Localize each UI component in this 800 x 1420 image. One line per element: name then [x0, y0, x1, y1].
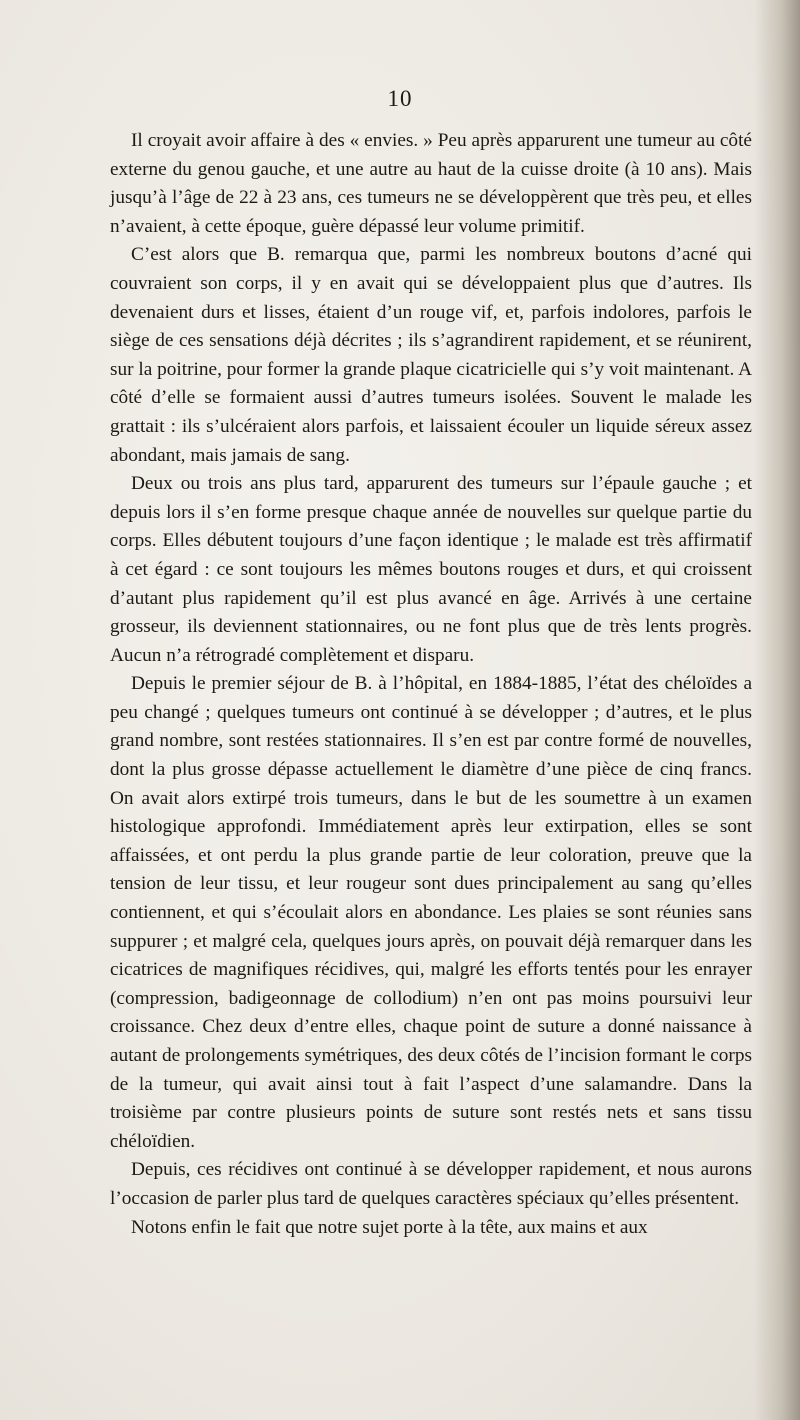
paragraph-6: Notons enfin le fait que notre sujet porte à la tête, aux mains et aux: [131, 1216, 648, 1238]
paragraph-2: C’est alors que B. remarqua que, parmi les nombreux boutons d’acné qui couvraient son corps, il y en avait qui se développaient plus que d’autres. Ils devenaient durs et lisses, étaient d’un rouge vif, et, parfois indolores, parfois le siège de ces sensations déjà décrites ; ils s’agrandirent rapidement, et se réunirent, sur la poitrine, pour former la grande plaque cicatricielle qui s’y voit maintenant. A côté d’elle se formaient aussi d’autres tumeurs isolées. Souvent le malade les grattait : ils s’ulcéraient alors parfois, et laissaient écouler un liquide séreux assez abondant, mais jamais de sang.: [110, 244, 752, 466]
page-number: 10: [387, 86, 413, 111]
page-edge-shadow: [754, 0, 800, 1420]
paragraph-4: Depuis le premier séjour de B. à l’hôpital, en 1884-1885, l’état des chéloïdes a peu changé ; quelques tumeurs ont continué à se développer ; d’autres, et le plus grand nombre, sont restées stationnaires. Il s’en est par contre formé de nouvelles, dont la plus grosse dépasse actuellement le diamètre d’une pièce de cinq francs. On avait alors extirpé trois tumeurs, dans le but de les soumettre à un examen histologique approfondi. Immédiatement après leur extirpation, elles se sont affaissées, et ont perdu la plus grande partie de leur coloration, preuve que la tension de leur tissu, et leur rougeur sont dues principalement au sang qu’elles contiennent, et qui s’écoulait alors en abondance. Les plaies se sont réunies sans suppurer ; et malgré cela, quelques jours après, on pouvait déjà remarquer dans les cicatrices de magnifiques récidives, qui, malgré les efforts tentés pour les enrayer (compression, badigeonnage de collodium) n’en ont pas moins poursuivi leur croissance. Chez deux d’entre elles, chaque point de suture a donné naissance à autant de prolongements symétriques, des deux côtés de l’incision formant le corps de la tumeur, qui avait ainsi tout à fait l’aspect d’une salamandre. Dans la troisième par contre plusieurs points de suture sont restés nets et sans tissu chéloïdien.: [110, 673, 752, 1152]
body-text: [110, 127, 752, 1242]
paragraph-1: Il croyait avoir affaire à des « envies. » Peu après apparurent une tumeur au côté externe du genou gauche, et une autre au haut de la cuisse droite (à 10 ans). Mais jusqu’à l’âge de 22 à 23 ans, ces tumeurs ne se développèrent que très peu, et elles n’avaient, à cette époque, guère dépassé leur volume primitif.: [110, 130, 752, 237]
paragraph-5: Depuis, ces récidives ont continué à se développer rapidement, et nous aurons l’occasion de parler plus tard de quelques caractères spéciaux qu’elles présentent.: [110, 1159, 752, 1209]
paragraph-3: Deux ou trois ans plus tard, apparurent des tumeurs sur l’épaule gauche ; et depuis lors il s’en forme presque chaque année de nouvelles sur quelque partie du corps. Elles débutent toujours d’une façon identique ; le malade est très affirmatif à cet égard : ce sont toujours les mêmes boutons rouges et durs, et qui croissent d’autant plus rapidement qu’il est plus avancé en âge. Arrivés à une certaine grosseur, ils deviennent stationnaires, ou ne font plus que de très lents progrès. Aucun n’a rétrogradé complètement et disparu.: [110, 473, 752, 666]
